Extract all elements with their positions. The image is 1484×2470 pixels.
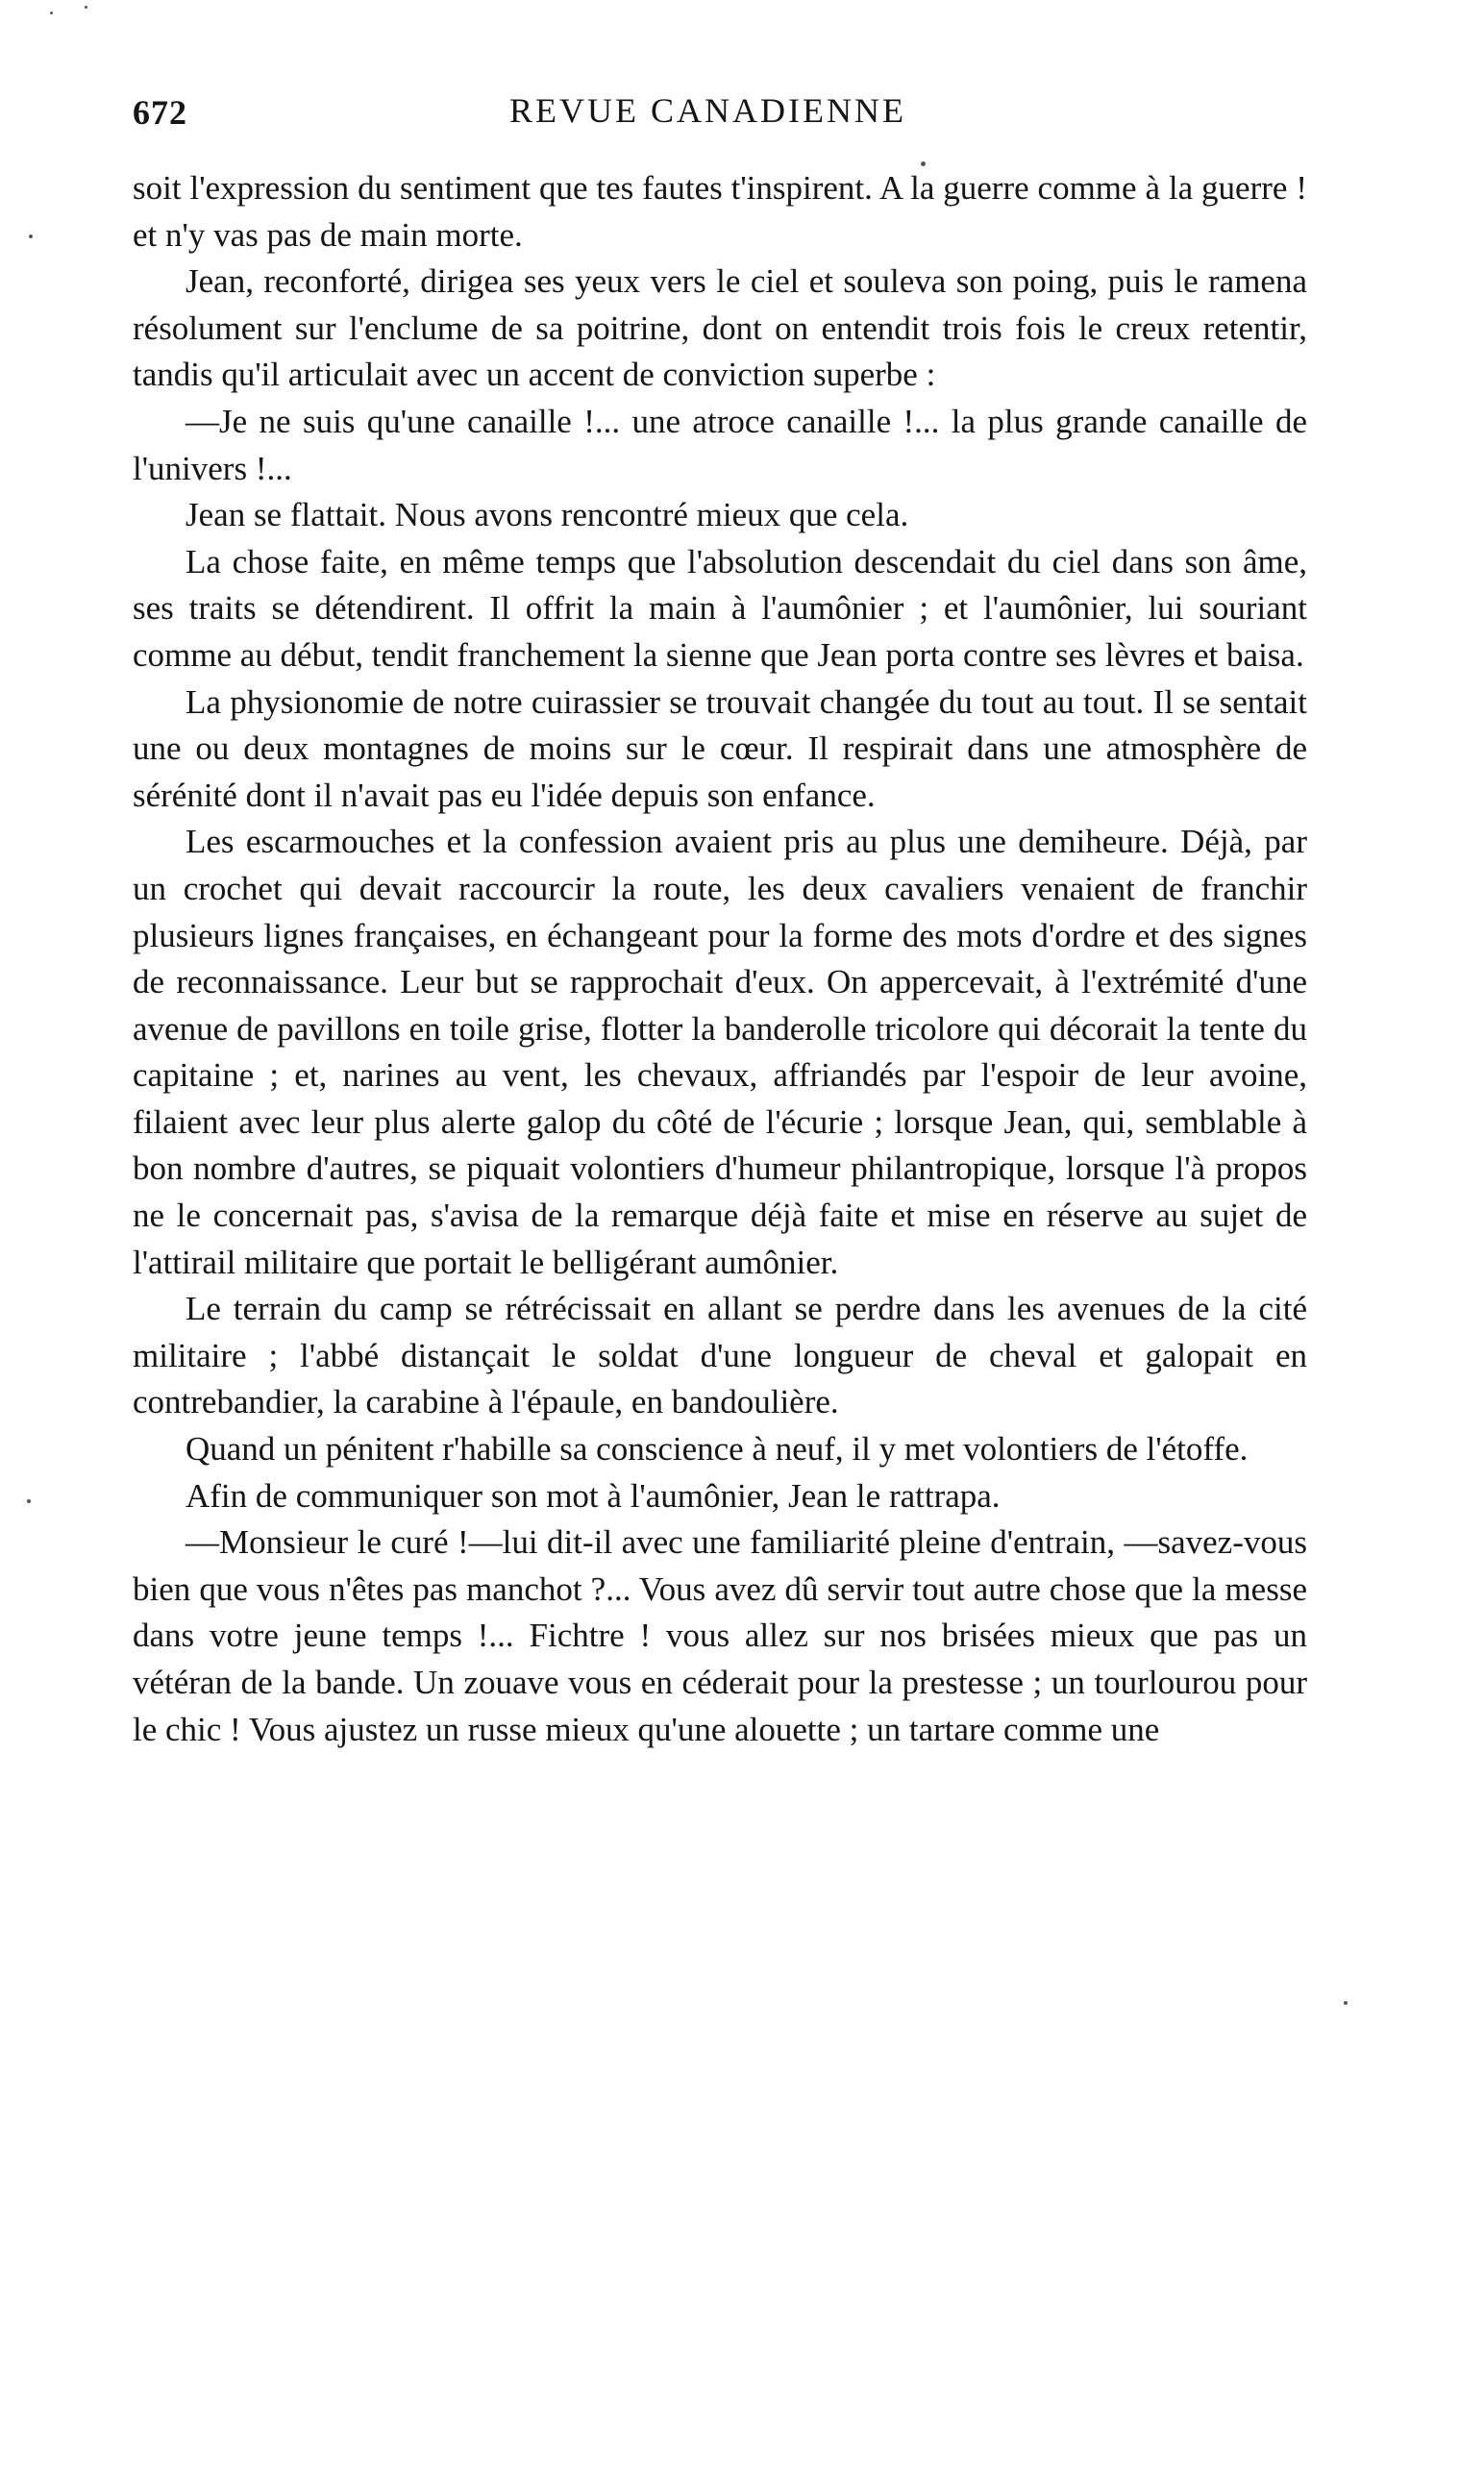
paragraph: La physionomie de notre cuirassier se trouvait changée du tout au tout. Il se sentait une ou deux montagnes de moins sur le cœur. Il respirait dans une atmosphère de sérénité dont il n'avait pas eu l'idée depuis son enfance. bbox=[133, 682, 1307, 814]
scan-speck bbox=[1344, 2001, 1348, 2005]
scan-speck bbox=[921, 161, 926, 166]
scan-speck bbox=[27, 1499, 31, 1503]
paragraph: Quand un pénitent r'habille sa conscience à neuf, il y met volontiers de l'étoffe. bbox=[186, 1430, 1249, 1469]
paragraph: Les escarmouches et la confession avaient pris au plus une demiheure. Déjà, par un crochet qui devait raccourcir la route, les deux cavaliers venaient de franchir plusieurs lignes françaises, en échangeant pour la forme des mots d'ordre et des signes de reconnaissance. Leur but se rapprochait d'eux. On appercevait, à l'extrémité d'une avenue de pavillons en toile grise, flotter la banderolle tricolore qui décorait la tente du capitaine ; et, narines au vent, les chevaux, affriandés par l'espoir de leur avoine, filaient avec leur plus alerte galop du côté de l'écurie ; lorsque Jean, qui, semblable à bon nombre d'autres, se piquait volontiers d'humeur philantropique, lorsque l'à propos ne le concernait pas, s'avisa de la remarque déjà faite et mise en réserve au sujet de l'attirail militaire que portait le belligérant aumônier. bbox=[133, 823, 1307, 1281]
scan-speck bbox=[50, 12, 53, 14]
page-header bbox=[125, 85, 1288, 142]
paragraph: La chose faite, en même temps que l'absolution descendait du ciel dans son âme, ses traits se détendirent. Il offrit la main à l'aumônier ; et l'aumônier, lui souriant comme au début, tendit franchement la sienne que Jean porta contre ses lèvres et baisa. bbox=[133, 542, 1307, 674]
running-head: REVUE CANADIENNE bbox=[509, 91, 906, 130]
dialogue-paragraph: —Je ne suis qu'une canaille !... une atroce canaille !... la plus grande canaille de l'univers !... bbox=[133, 402, 1307, 487]
page-number: 672 bbox=[133, 93, 187, 132]
paragraph: Le terrain du camp se rétrécissait en allant se perdre dans les avenues de la cité militaire ; l'abbé distançait le soldat d'une longueur de cheval et galopait en contrebandier, la carabine à l'épaule, en bandoulière. bbox=[133, 1290, 1307, 1421]
paragraph: Jean, reconforté, dirigea ses yeux vers le ciel et souleva son poing, puis le ramena résolument sur l'enclume de sa poitrine, dont on entendit trois fois le creux retentir, tandis qu'il articulait avec un accent de conviction superbe : bbox=[133, 262, 1307, 394]
paragraph: Afin de communiquer son mot à l'aumônier, Jean le rattrapa. bbox=[186, 1476, 1001, 1515]
scan-speck bbox=[29, 235, 33, 238]
paragraph: Jean se flattait. Nous avons rencontré mieux que cela. bbox=[186, 496, 909, 534]
paragraph-continued: soit l'expression du sentiment que tes fautes t'inspirent. A la guerre comme à la guerre ! et n'y vas pas de main morte. bbox=[133, 169, 1307, 254]
scan-speck bbox=[85, 6, 87, 9]
body-text bbox=[133, 165, 1307, 1753]
dialogue-paragraph: —Monsieur le curé !—lui dit-il avec une familiarité pleine d'entrain, —savez-vous bien que vous n'êtes pas manchot ?... Vous avez dû servir tout autre chose que la messe dans votre jeune temps !... Fichtre ! vous allez sur nos brisées mieux que pas un vétéran de la bande. Un zouave vous en céderait pour la prestesse ; un tourlourou pour le chic ! Vous ajustez un russe mieux qu'une alouette ; un tartare comme une bbox=[133, 1523, 1307, 1748]
